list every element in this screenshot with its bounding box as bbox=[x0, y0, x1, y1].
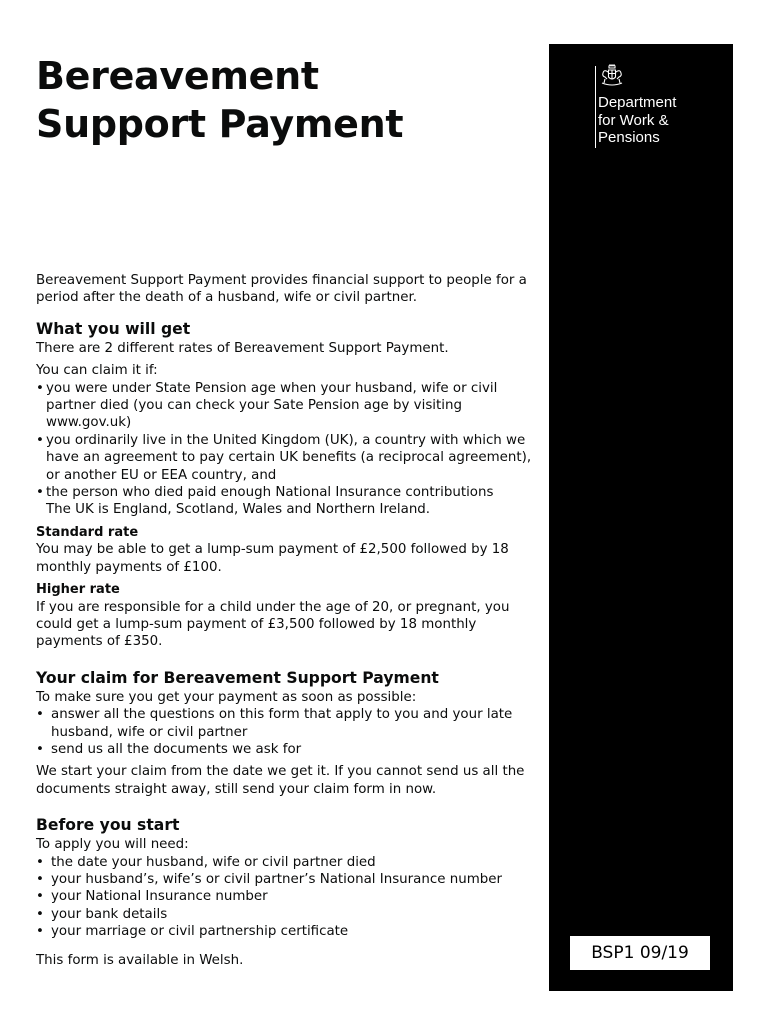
standard-rate-text: You may be able to get a lump-sum payment of £2,500 followed by 18 monthly payments of £100. bbox=[36, 542, 509, 575]
standard-rate-heading: Standard rate bbox=[36, 524, 139, 540]
higher-rate-text: If you are responsible for a child under the age of 20, or pregnant, you could get a lump-sum payment of £3,500 followed by 18 monthly payments of £350. bbox=[36, 599, 510, 650]
list-item: • your marriage or civil partnership certificate bbox=[36, 923, 536, 940]
coat-of-arms-icon bbox=[599, 64, 625, 88]
list-item: • the date your husband, wife or civil partner died bbox=[36, 854, 536, 871]
intro-paragraph: Bereavement Support Payment provides financial support to people for a period after the death of a husband, wife or civil partner. bbox=[36, 273, 527, 306]
before-you-start-intro: To apply you will need: bbox=[36, 837, 189, 853]
dwp-logo bbox=[589, 64, 699, 154]
list-item: • your bank details bbox=[36, 906, 536, 923]
requirements-list bbox=[36, 854, 536, 941]
higher-rate-heading: Higher rate bbox=[36, 582, 120, 598]
rates-text: There are 2 different rates of Bereavement Support Payment. bbox=[36, 340, 449, 356]
conditions-list bbox=[36, 380, 536, 502]
your-claim-list bbox=[36, 706, 536, 758]
page-title bbox=[36, 52, 403, 148]
main-content bbox=[36, 272, 536, 969]
section-heading-your-claim: Your claim for Bereavement Support Payment bbox=[36, 668, 439, 687]
claim-if-text: You can claim it if: bbox=[36, 363, 158, 379]
list-item: • send us all the documents we ask for bbox=[36, 741, 536, 758]
title-line-1: Bereavement bbox=[36, 54, 319, 98]
sidebar-panel bbox=[549, 44, 733, 991]
your-claim-intro: To make sure you get your payment as soon as possible: bbox=[36, 689, 417, 705]
section-heading-what-you-will-get: What you will get bbox=[36, 319, 191, 338]
welsh-note: This form is available in Welsh. bbox=[36, 952, 244, 968]
your-claim-note: We start your claim from the date we get it. If you cannot send us all the documents straight away, still send your claim form in now. bbox=[36, 764, 525, 797]
list-item: • your National Insurance number bbox=[36, 888, 536, 905]
list-item: • your husband’s, wife’s or civil partner’s National Insurance number bbox=[36, 871, 536, 888]
department-name: Department for Work & Pensions bbox=[598, 94, 677, 146]
logo-divider bbox=[595, 66, 596, 148]
list-item: • you were under State Pension age when your husband, wife or civil partner died (you can check your Sate Pension age by visiting www.gov.uk) bbox=[36, 380, 536, 432]
list-item: • you ordinarily live in the United Kingdom (UK), a country with which we have an agreement to pay certain UK benefits (a reciprocal agreement), or another EU or EEA country, and bbox=[36, 432, 536, 484]
list-item: • answer all the questions on this form that apply to you and your late husband, wife or civil partner bbox=[36, 706, 536, 741]
title-line-2: Support Payment bbox=[36, 102, 404, 146]
form-code-box: BSP1 09/19 bbox=[569, 935, 711, 971]
section-heading-before-you-start: Before you start bbox=[36, 816, 180, 835]
list-item: • the person who died paid enough National Insurance contributions bbox=[36, 484, 536, 501]
uk-note: The UK is England, Scotland, Wales and Northern Ireland. bbox=[46, 502, 431, 518]
